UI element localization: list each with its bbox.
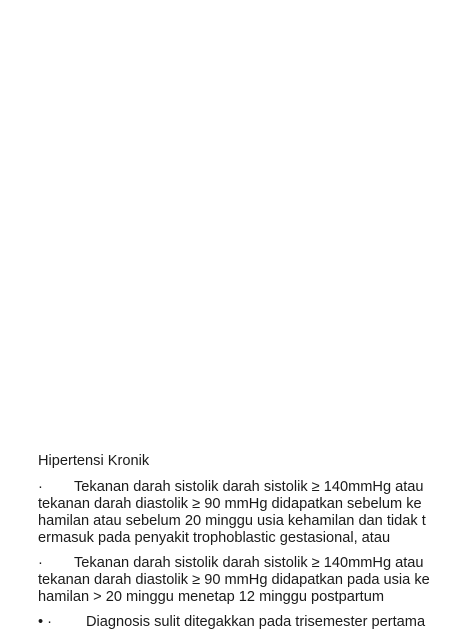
paragraph-line: hamilan > 20 minggu menetap 12 minggu postpartum <box>38 589 385 605</box>
paragraph-1 <box>38 479 438 547</box>
paragraph-line: tekanan darah diastolik ≥ 90 mmHg didapatkan pada usia ke <box>38 572 430 588</box>
paragraph-line: tekanan darah diastolik ≥ 90 mmHg didapatkan sebelum ke <box>38 496 422 512</box>
document-content <box>38 453 438 632</box>
paragraph-line <box>38 555 438 572</box>
bullet-marker: · <box>38 479 43 495</box>
paragraph-line: ermasuk pada penyakit trophoblastic gestasional, atau <box>38 530 391 546</box>
paragraph-text: Tekanan darah sistolik darah sistolik ≥ 140mmHg atau <box>74 479 424 495</box>
paragraph-2 <box>38 555 438 606</box>
paragraph-line <box>38 614 438 631</box>
paragraph-line <box>38 479 438 496</box>
paragraph-text: Tekanan darah sistolik darah sistolik ≥ 140mmHg atau <box>74 555 424 571</box>
bullet-marker: • · <box>38 614 53 630</box>
paragraph-line: hamilan atau sebelum 20 minggu usia kehamilan dan tidak t <box>38 513 426 529</box>
paragraph-3 <box>38 614 438 631</box>
bullet-marker: · <box>38 555 43 571</box>
section-heading: Hipertensi Kronik <box>38 453 150 469</box>
paragraph-text: Diagnosis sulit ditegakkan pada trisemester pertama <box>86 614 426 630</box>
